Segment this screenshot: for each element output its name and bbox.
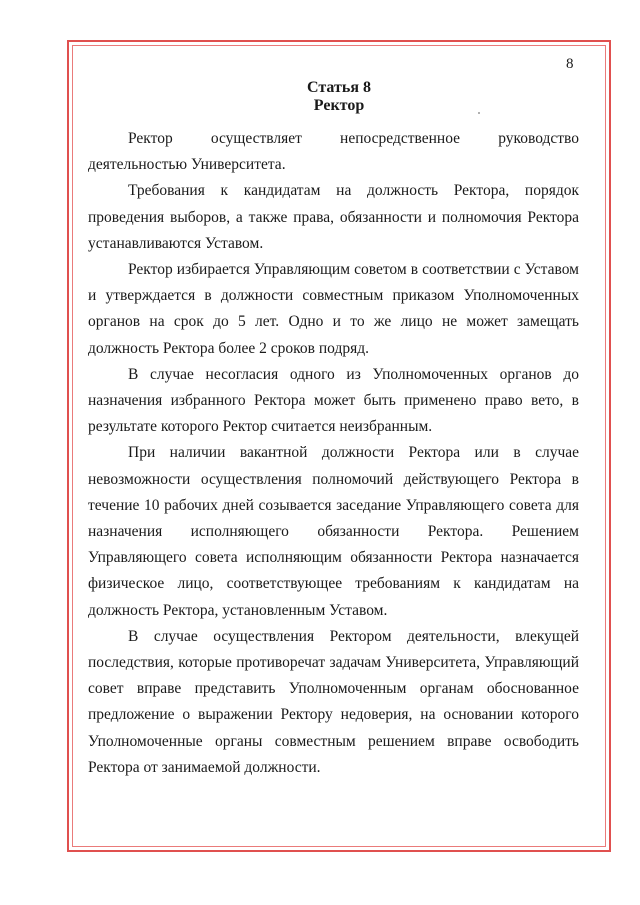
page-number: 8: [566, 56, 574, 72]
paragraph: Ректор осуществляет непосредственное руководство деятельностью Университета.: [88, 130, 579, 174]
paragraph: При наличии вакантной должности Ректора или в случае невозможности осуществления полномочий действующего Ректора в течение 10 рабочих дней созывается заседание Управляющего совета для назначения исполняющего обязанности Ректора. Решением Управляющего совета исполняющим обязанности Ректора назначается физическое лицо, соответствующее требованиям к кандидатам на должность Ректора, установленным Уставом.: [88, 444, 579, 619]
scan-speck: [478, 112, 480, 114]
paragraph: В случае осуществления Ректором деятельности, влекущей последствия, которые противоречат задачам Университета, Управляющий совет вправе представить Уполномоченным органам обоснованное предложение о выражении Ректору недоверия, на основании которого Уполномоченные органы совместным решением вправе освободить Ректора от занимаемой должности.: [88, 627, 579, 776]
article-body: [88, 126, 579, 781]
article-number: Статья 8: [307, 79, 371, 96]
article-title: Ректор: [313, 97, 365, 114]
paragraph: Требования к кандидатам на должность Ректора, порядок проведения выборов, а также права, обязанности и полномочия Ректора устанавливаются Уставом.: [88, 182, 579, 252]
paragraph: В случае несогласия одного из Уполномоченных органов до назначения избранного Ректора может быть применено право вето, в результате которого Ректор считается неизбранным.: [88, 365, 579, 436]
paragraph: Ректор избирается Управляющим советом в соответствии с Уставом и утверждается в должности совместным приказом Уполномоченных органов на срок до 5 лет. Одно и то же лицо не может замещать должность Ректора более 2 сроков подряд.: [88, 261, 579, 357]
